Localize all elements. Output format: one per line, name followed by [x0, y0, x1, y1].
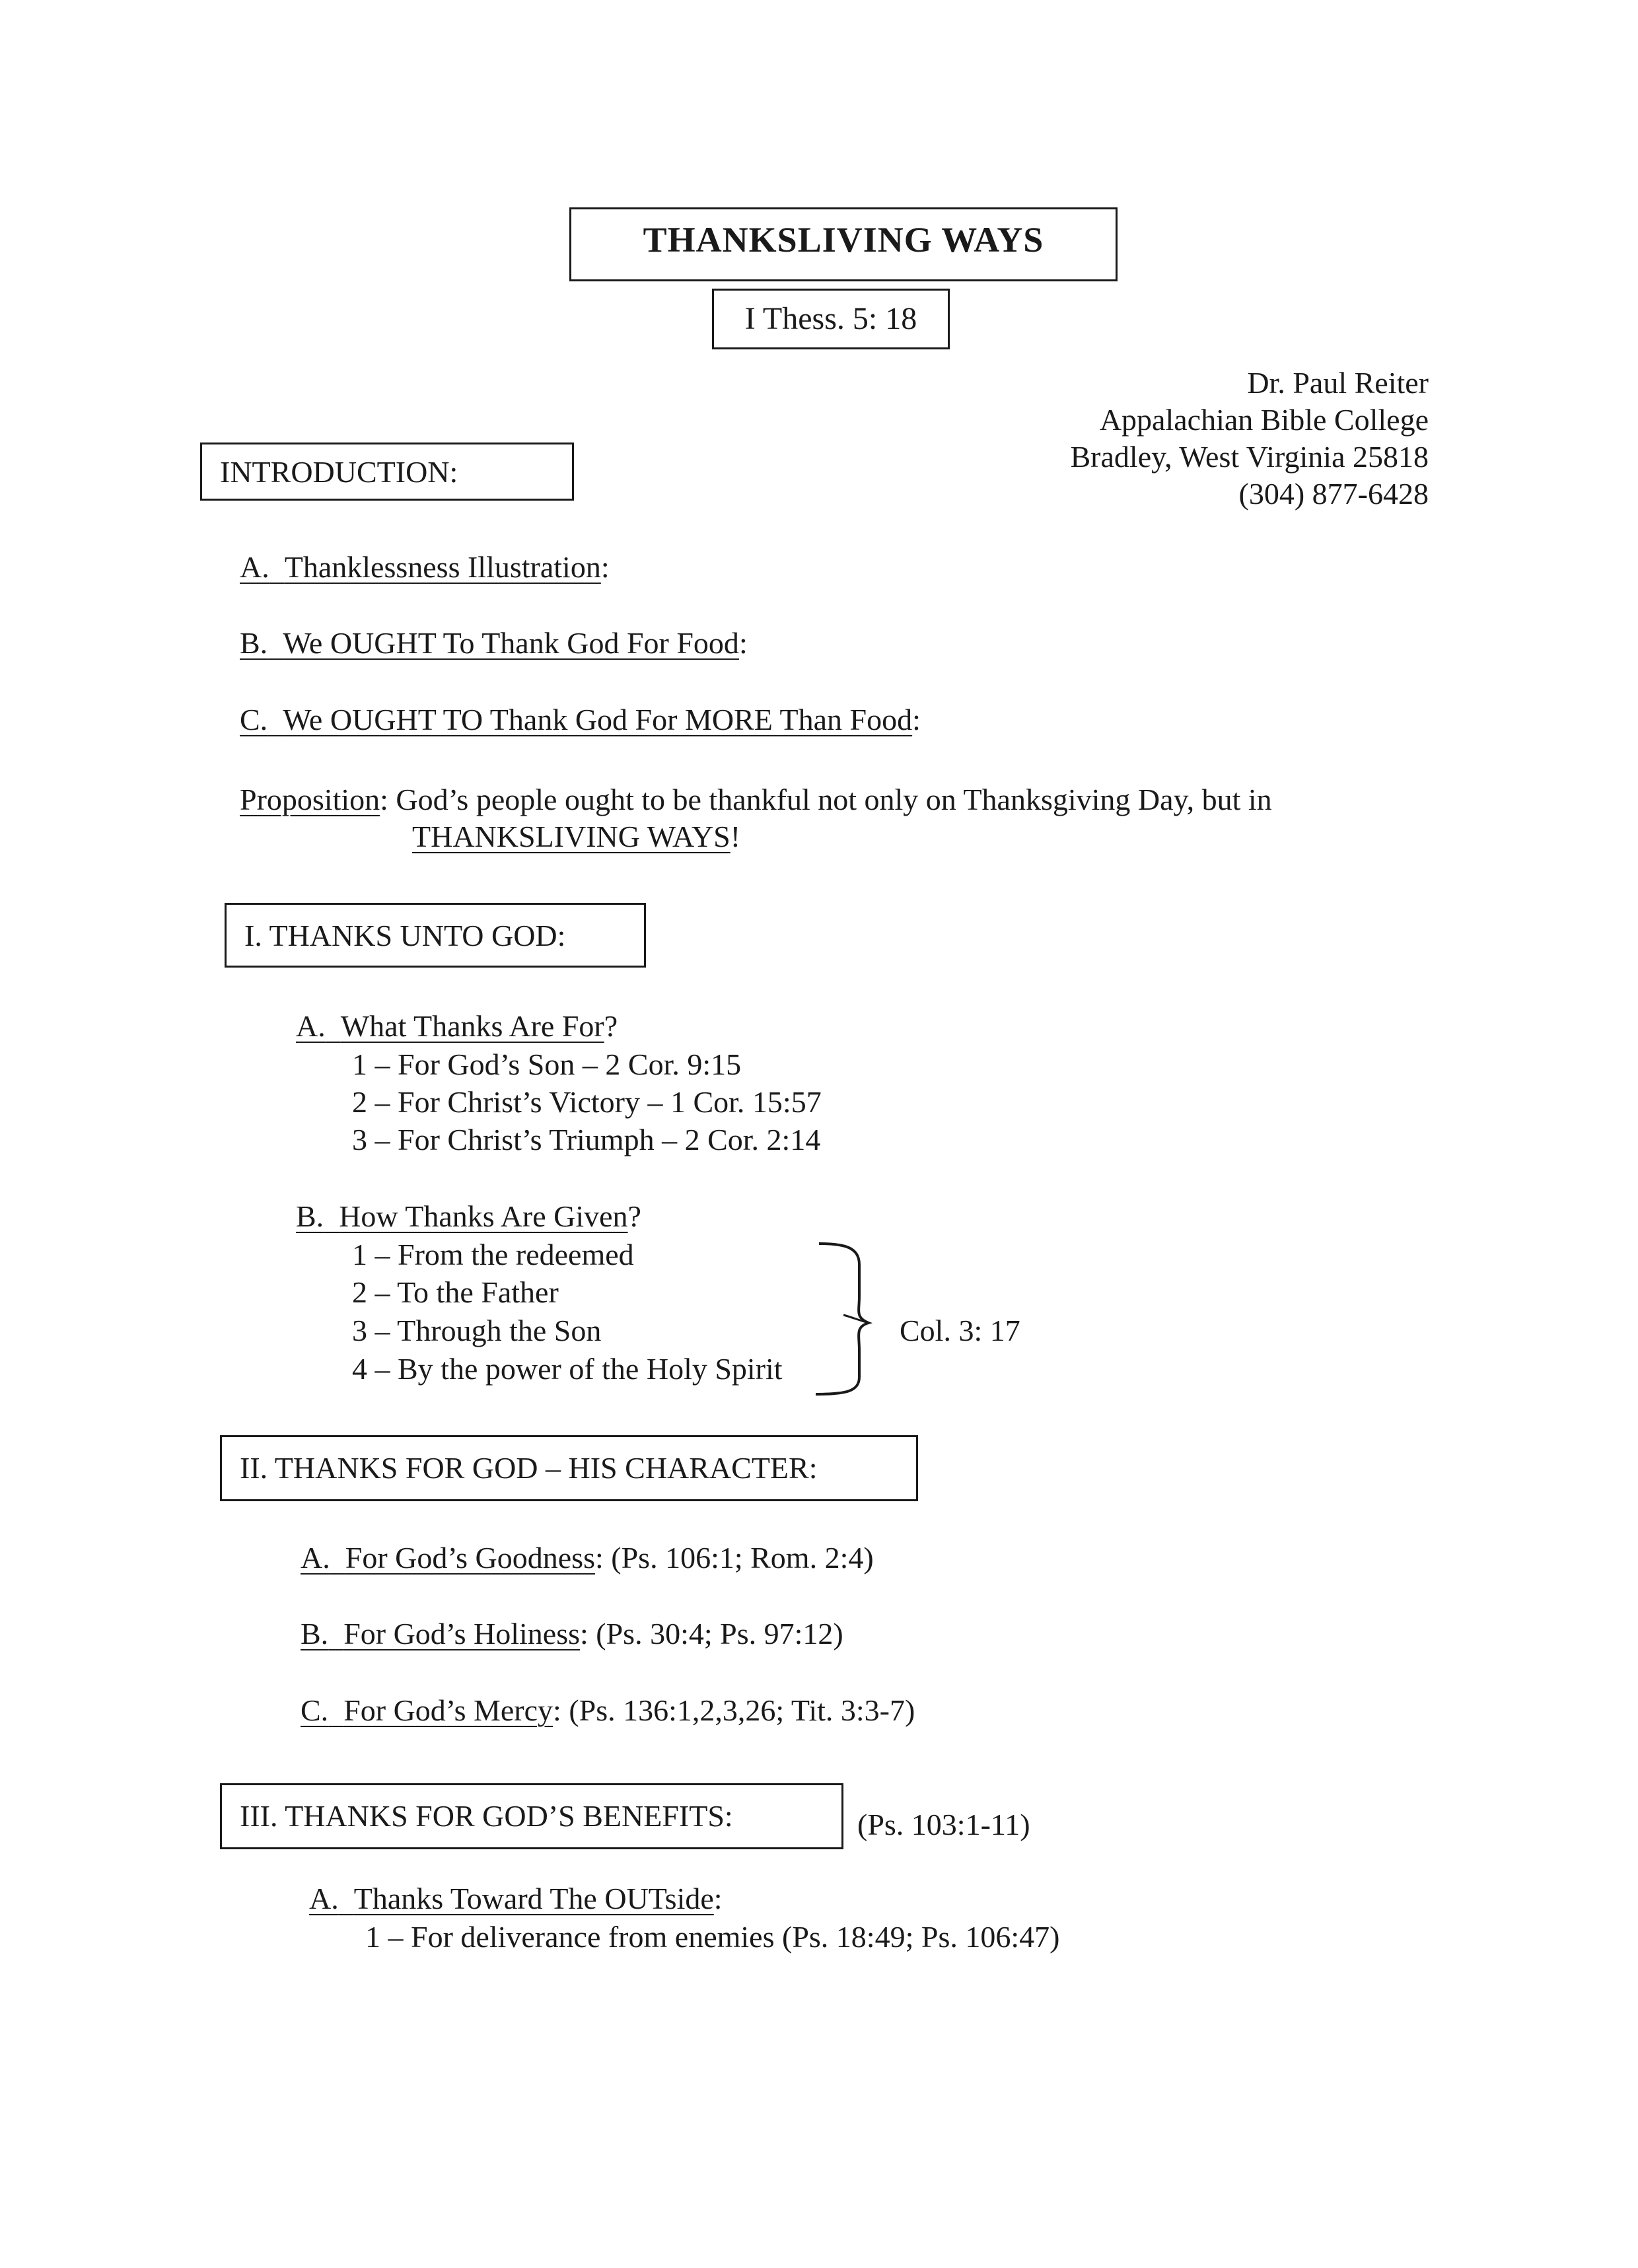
section3-reference: (Ps. 103:1-11): [857, 1808, 1030, 1841]
section1-sub-a-item-1: 1 – For God’s Son – 2 Cor. 9:15: [352, 1047, 742, 1081]
intro-item-a-label: A. Thanklessness Illustration: [240, 550, 601, 584]
curly-brace: [809, 1238, 902, 1397]
page-title: THANKSLIVING WAYS: [643, 220, 1044, 260]
section2-heading: II. THANKS FOR GOD – HIS CHARACTER:: [240, 1451, 818, 1485]
introduction-heading: INTRODUCTION:: [220, 455, 458, 489]
scripture-reference: I Thess. 5: 18: [744, 301, 917, 336]
section1-heading: I. THANKS UNTO GOD:: [244, 919, 566, 952]
section1-sub-a-item-2: 2 – For Christ’s Victory – 1 Cor. 15:57: [352, 1085, 822, 1119]
author-phone: (304) 877-6428: [1238, 477, 1429, 511]
proposition-label: Proposition: [240, 783, 380, 816]
section1-sub-b-item-2: 2 – To the Father: [352, 1275, 559, 1309]
intro-item-a: A. Thanklessness Illustration:: [240, 550, 610, 584]
section1-sub-b: B. How Thanks Are Given?: [296, 1199, 641, 1233]
author-address: Bradley, West Virginia 25818: [1070, 440, 1429, 474]
section3-sub-a-item-1: 1 – For deliverance from enemies (Ps. 18:49; Ps. 106:47): [365, 1920, 1060, 1954]
section1-sub-b-item-1: 1 – From the redeemed: [352, 1238, 634, 1271]
section2-item-a: A. For God’s Goodness: (Ps. 106:1; Rom. 2:4): [301, 1541, 874, 1575]
intro-item-c-label: C. We OUGHT TO Thank God For MORE Than Food: [240, 703, 913, 736]
intro-item-c: C. We OUGHT TO Thank God For MORE Than Food:: [240, 703, 921, 736]
section1-sub-a: A. What Thanks Are For?: [296, 1009, 618, 1043]
section1-sub-b-item-3: 3 – Through the Son: [352, 1314, 602, 1347]
bracket-reference: Col. 3: 17: [900, 1314, 1020, 1347]
section3-heading: III. THANKS FOR GOD’S BENEFITS:: [240, 1799, 733, 1833]
proposition-line-1: Proposition: God’s people ought to be thankful not only on Thanksgiving Day, but in: [240, 783, 1272, 816]
intro-item-b-label: B. We OUGHT To Thank God For Food: [240, 626, 739, 660]
section3-sub-a: A. Thanks Toward The OUTside:: [309, 1882, 723, 1915]
section1-sub-b-item-4: 4 – By the power of the Holy Spirit: [352, 1352, 783, 1386]
section1-sub-a-item-3: 3 – For Christ’s Triumph – 2 Cor. 2:14: [352, 1123, 821, 1156]
intro-item-b: B. We OUGHT To Thank God For Food:: [240, 626, 748, 660]
proposition-line-2: THANKSLIVING WAYS!: [412, 820, 741, 853]
section2-item-b: B. For God’s Holiness: (Ps. 30:4; Ps. 97:12): [301, 1617, 843, 1650]
author-name: Dr. Paul Reiter: [1247, 366, 1429, 400]
author-institution: Appalachian Bible College: [1099, 403, 1429, 437]
section2-item-c: C. For God’s Mercy: (Ps. 136:1,2,3,26; Tit. 3:3-7): [301, 1693, 915, 1727]
